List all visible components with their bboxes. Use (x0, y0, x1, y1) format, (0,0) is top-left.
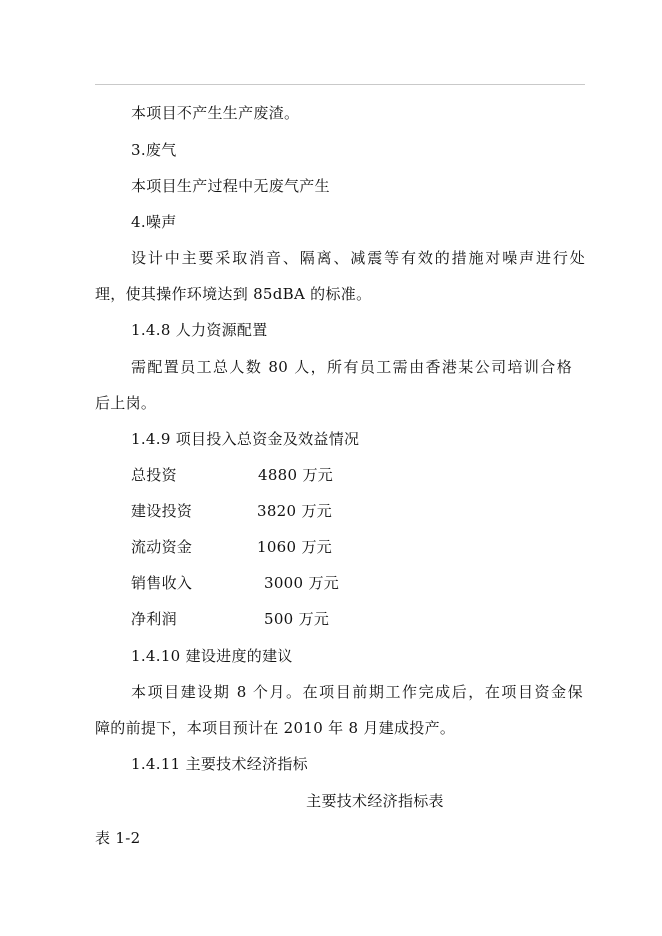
waste-gas-paragraph: 本项目生产过程中无废气产生 (131, 177, 330, 195)
noise-paragraph-line-2: 理，使其操作环境达到 85dBA 的标准。 (95, 285, 372, 303)
section-1-4-11-heading: 1.4.11 主要技术经济指标 (131, 755, 308, 773)
investment-value: 1060 万元 (257, 538, 333, 556)
investment-value: 3000 万元 (264, 574, 340, 592)
investment-label: 流动资金 (131, 538, 193, 556)
investment-value: 4880 万元 (258, 466, 334, 484)
section-1-4-9-heading: 1.4.9 项目投入总资金及效益情况 (131, 430, 360, 448)
section-1-4-8-heading: 1.4.8 人力资源配置 (131, 321, 268, 339)
hr-paragraph-line-1: 需配置员工总人数 80 人，所有员工需由香港某公司培训合格 (131, 358, 572, 376)
investment-value: 3820 万元 (257, 502, 333, 520)
hr-paragraph-line-2: 后上岗。 (95, 394, 157, 412)
investment-label: 净利润 (131, 610, 177, 628)
page-header-rule (95, 84, 585, 85)
section-1-4-10-heading: 1.4.10 建设进度的建议 (131, 647, 293, 665)
noise-paragraph-line-1: 设计中主要采取消音、隔离、减震等有效的措施对噪声进行处 (131, 249, 585, 267)
waste-gas-heading: 3.废气 (131, 141, 177, 159)
investment-label: 总投资 (131, 466, 177, 484)
waste-residue-paragraph: 本项目不产生生产废渣。 (131, 104, 300, 122)
investment-label: 销售收入 (131, 574, 193, 592)
noise-heading: 4.噪声 (131, 213, 177, 231)
schedule-paragraph-line-1: 本项目建设期 8 个月。在项目前期工作完成后，在项目资金保 (131, 683, 583, 701)
table-title: 主要技术经济指标表 (306, 792, 444, 810)
investment-label: 建设投资 (131, 502, 193, 520)
table-label: 表 1-2 (95, 829, 141, 847)
investment-value: 500 万元 (264, 610, 330, 628)
schedule-paragraph-line-2: 障的前提下，本项目预计在 2010 年 8 月建成投产。 (95, 719, 456, 737)
